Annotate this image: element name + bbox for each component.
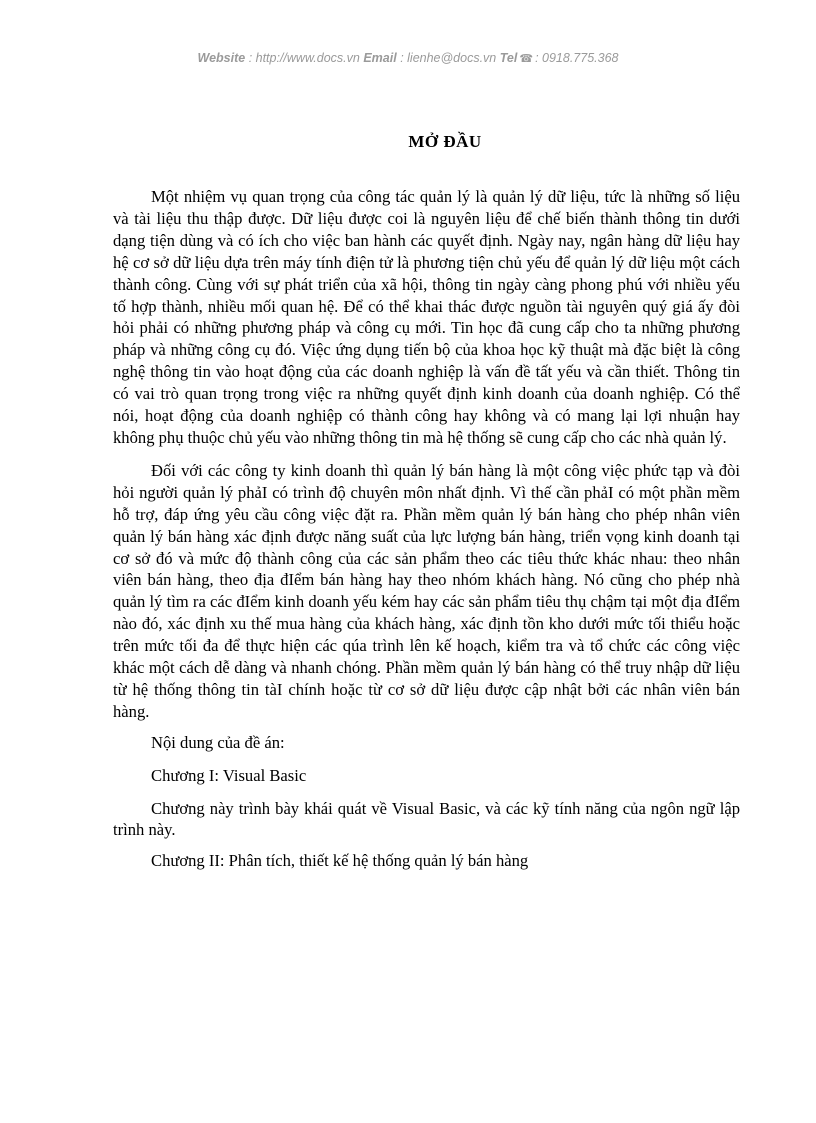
chapter-2-title: Chương II: Phân tích, thiết kế hệ thống quản lý bán hàng	[151, 851, 529, 871]
website-label: Website	[197, 51, 246, 65]
email-value: : lienhe@docs.vn	[400, 51, 497, 65]
website-value: : http://www.docs.vn	[248, 51, 360, 65]
paragraph-intro: Một nhiệm vụ quan trọng của công tác quản lý là quản lý dữ liệu, tức là những số liệu và tài liệu thu thập được. Dữ liệu được coi là nguyên liệu để chế biến thành thông tin dưới dạng tiện dùng và có ích cho việc ban hành các quyết định. Ngày nay, ngân hàng dữ liệu hay hệ cơ sở dữ liệu dựa trên máy tính điện tử là phương tiện chủ yếu để quản lý dữ liệu một cách thành công. Cùng với sự phát triển của xã hội, thông tin ngày càng phong phú với nhiều yếu tố hợp thành, nhiều mối quan hệ. Để có thể khai thác được nguồn tài nguyên quý giá ấy đòi hỏi phải có những phương pháp và công cụ mới. Tin học đã cung cấp cho ta những phương pháp và những công cụ đó. Việc ứng dụng tiến bộ của khoa học kỹ thuật mà đặc biệt là công nghệ thông tin vào hoạt động của các doanh nghiệp là vấn đề tất yếu và cần thiết. Thông tin có vai trò quan trọng trong việc ra những quyết định kinh doanh của doanh nghiệp. Có thể nói, hoạt động của doanh nghiệp có thành công hay không và có mang lại lợi nhuận hay không phụ thuộc chủ yếu vào những thông tin mà hệ thống sẽ cung cấp cho các nhà quản lý.	[113, 187, 740, 447]
document-body	[113, 186, 740, 883]
phone-icon: ☎	[519, 53, 534, 65]
chapter-1-description: Chương này trình bày khái quát về Visual Basic, và các kỹ tính năng của ngôn ngữ lập trình này.	[113, 798, 740, 840]
page-title: MỞ ĐẦU	[408, 132, 482, 151]
page-header	[0, 51, 816, 65]
paragraph-sales-management: Đối với các công ty kinh doanh thì quản lý bán hàng là một công việc phức tạp và đòi hỏi người quản lý phảI có trình độ chuyên môn nhất định. Vì thế cần phảI có một phần mềm hỗ trợ, đáp ứng yêu cầu công việc đặt ra. Phần mềm quản lý bán hàng cho phép nhân viên quản lý bán hàng xác định được năng suất của lực lượng bán hàng, triển vọng kinh doanh tại cơ sở đó và mức độ thành công của các sản phẩm theo các tiêu thức khác nhau: theo nhân viên bán hàng, theo địa đIểm bán hàng hay theo nhóm khách hàng. Nó cũng cho phép nhà quản lý tìm ra các đIểm kinh doanh yếu kém hay các sản phẩm tiêu thụ chậm tại một địa đIểm nào đó, xác định xu thế mua hàng của khách hàng, xác định tồn kho dưới mức tối thiểu hoặc trên mức tối đa để thực hiện các qúa trình lên kế hoạch, kiểm tra và tổ chức các công việc khác một cách dễ dàng và nhanh chóng. Phần mềm quản lý bán hàng có thể truy nhập dữ liệu từ hệ thống thông tin tàI chính hoặc từ cơ sở dữ liệu được cập nhật bởi các nhân viên bán hàng.	[113, 460, 740, 721]
chapter-1-title: Chương I: Visual Basic	[151, 765, 307, 785]
email-label: Email	[363, 51, 397, 65]
tel-label: Tel	[499, 51, 518, 65]
tel-value: : 0918.775.368	[535, 51, 619, 65]
contents-intro: Nội dung của đề án:	[151, 732, 285, 752]
